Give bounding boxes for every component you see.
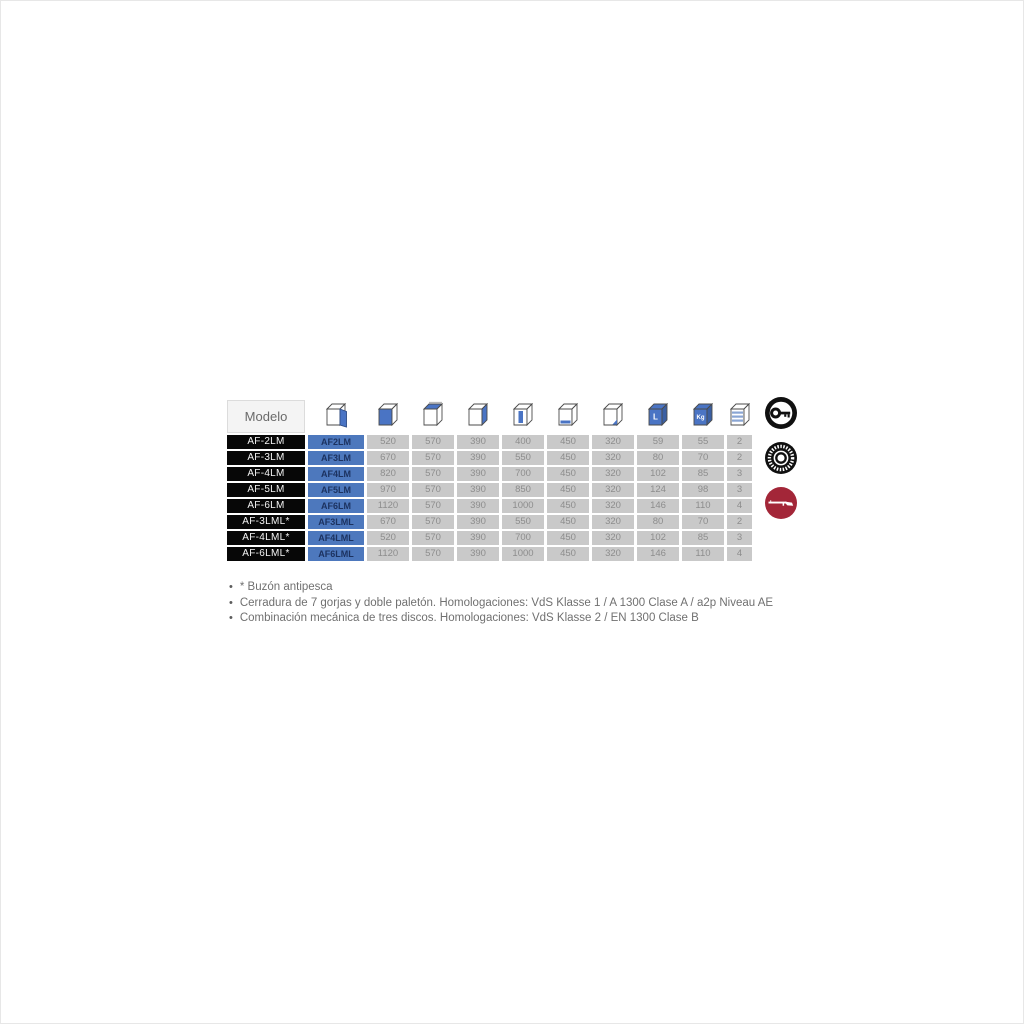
value-cell: 70 (682, 451, 724, 465)
value-cell: 320 (592, 467, 634, 481)
value-cell: 450 (547, 531, 589, 545)
lock-type-badges (764, 396, 798, 531)
value-cell: 520 (367, 531, 409, 545)
value-cell: 390 (457, 451, 499, 465)
value-cell: 80 (637, 515, 679, 529)
svg-text:L: L (653, 412, 658, 422)
volume-liters-icon (637, 400, 679, 433)
table-row (227, 499, 752, 513)
value-cell: 570 (412, 451, 454, 465)
value-cell: 570 (412, 531, 454, 545)
note-text: Cerradura de 7 gorjas y doble paletón. Homologaciones: VdS Klasse 1 / A 1300 Clase A / a2p Niveau AE (239, 596, 774, 609)
table-row (227, 435, 752, 449)
model-cell: AF-6LML* (227, 547, 305, 561)
value-cell: 3 (727, 467, 752, 481)
model-code-cell: AF5LM (308, 483, 364, 497)
model-cell: AF-5LM (227, 483, 305, 497)
value-cell: 850 (502, 483, 544, 497)
value-cell: 390 (457, 499, 499, 513)
value-cell: 2 (727, 451, 752, 465)
value-cell: 390 (457, 515, 499, 529)
value-cell: 550 (502, 515, 544, 529)
bullet-icon: • (229, 612, 233, 624)
value-cell: 450 (547, 515, 589, 529)
value-cell: 146 (637, 499, 679, 513)
weight-kg-icon (682, 400, 724, 433)
model-code-cell: AF4LM (308, 467, 364, 481)
value-cell: 390 (457, 435, 499, 449)
value-cell: 320 (592, 435, 634, 449)
interior-width-icon (547, 400, 589, 433)
value-cell: 85 (682, 467, 724, 481)
value-cell: 390 (457, 531, 499, 545)
model-code-cell: AF2LM (308, 435, 364, 449)
spec-table (224, 398, 755, 563)
value-cell: 80 (637, 451, 679, 465)
value-cell: 670 (367, 515, 409, 529)
value-cell: 1120 (367, 547, 409, 561)
footnotes (229, 580, 773, 627)
value-cell: 570 (412, 515, 454, 529)
value-cell: 70 (682, 515, 724, 529)
model-code-cell: AF6LM (308, 499, 364, 513)
model-cell: AF-4LML* (227, 531, 305, 545)
safe-door-open-icon (308, 400, 364, 433)
value-cell: 124 (637, 483, 679, 497)
exterior-depth-icon (457, 400, 499, 433)
value-cell: 2 (727, 515, 752, 529)
value-cell: 400 (502, 435, 544, 449)
rifle-icon (764, 486, 798, 520)
value-cell: 450 (547, 483, 589, 497)
value-cell: 55 (682, 435, 724, 449)
table-row (227, 467, 752, 481)
value-cell: 2 (727, 435, 752, 449)
model-cell: AF-3LML* (227, 515, 305, 529)
value-cell: 3 (727, 483, 752, 497)
value-cell: 320 (592, 451, 634, 465)
value-cell: 59 (637, 435, 679, 449)
modelo-header: Modelo (227, 400, 305, 433)
value-cell: 3 (727, 531, 752, 545)
exterior-height-icon (367, 400, 409, 433)
table-row (227, 451, 752, 465)
exterior-width-icon (412, 400, 454, 433)
model-code-cell: AF6LML (308, 547, 364, 561)
note-item (229, 580, 773, 596)
note-text: Combinación mecánica de tres discos. Homologaciones: VdS Klasse 2 / EN 1300 Clase B (239, 612, 699, 624)
value-cell: 1000 (502, 547, 544, 561)
value-cell: 450 (547, 499, 589, 513)
value-cell: 146 (637, 547, 679, 561)
model-code-cell: AF3LM (308, 451, 364, 465)
value-cell: 550 (502, 451, 544, 465)
table-row (227, 547, 752, 561)
table-row (227, 531, 752, 545)
value-cell: 820 (367, 467, 409, 481)
svg-text:Kg: Kg (696, 415, 705, 421)
combination-dial-icon (764, 441, 798, 475)
value-cell: 390 (457, 483, 499, 497)
note-item (229, 596, 773, 612)
value-cell: 700 (502, 531, 544, 545)
bullet-icon: • (229, 581, 233, 593)
value-cell: 320 (592, 547, 634, 561)
value-cell: 390 (457, 467, 499, 481)
product-spec-section (224, 398, 755, 563)
model-cell: AF-4LM (227, 467, 305, 481)
value-cell: 450 (547, 451, 589, 465)
header-row (227, 400, 752, 433)
value-cell: 102 (637, 531, 679, 545)
value-cell: 570 (412, 483, 454, 497)
value-cell: 102 (637, 467, 679, 481)
value-cell: 450 (547, 435, 589, 449)
value-cell: 320 (592, 483, 634, 497)
note-text: * Buzón antipesca (239, 581, 333, 593)
value-cell: 670 (367, 451, 409, 465)
table-row (227, 515, 752, 529)
value-cell: 390 (457, 547, 499, 561)
model-cell: AF-3LM (227, 451, 305, 465)
value-cell: 1000 (502, 499, 544, 513)
value-cell: 320 (592, 531, 634, 545)
value-cell: 450 (547, 547, 589, 561)
value-cell: 570 (412, 499, 454, 513)
value-cell: 320 (592, 515, 634, 529)
value-cell: 110 (682, 547, 724, 561)
value-cell: 98 (682, 483, 724, 497)
value-cell: 320 (592, 499, 634, 513)
value-cell: 1120 (367, 499, 409, 513)
value-cell: 570 (412, 467, 454, 481)
value-cell: 4 (727, 499, 752, 513)
interior-height-icon (502, 400, 544, 433)
interior-depth-icon (592, 400, 634, 433)
model-code-cell: AF4LML (308, 531, 364, 545)
value-cell: 4 (727, 547, 752, 561)
value-cell: 970 (367, 483, 409, 497)
value-cell: 450 (547, 467, 589, 481)
model-cell: AF-2LM (227, 435, 305, 449)
key-lock-icon (764, 396, 798, 430)
value-cell: 85 (682, 531, 724, 545)
value-cell: 570 (412, 547, 454, 561)
shelves-icon (727, 400, 752, 433)
bullet-icon: • (229, 596, 233, 609)
value-cell: 570 (412, 435, 454, 449)
model-code-cell: AF3LML (308, 515, 364, 529)
value-cell: 700 (502, 467, 544, 481)
table-row (227, 483, 752, 497)
model-cell: AF-6LM (227, 499, 305, 513)
note-item (229, 611, 773, 627)
value-cell: 110 (682, 499, 724, 513)
value-cell: 520 (367, 435, 409, 449)
